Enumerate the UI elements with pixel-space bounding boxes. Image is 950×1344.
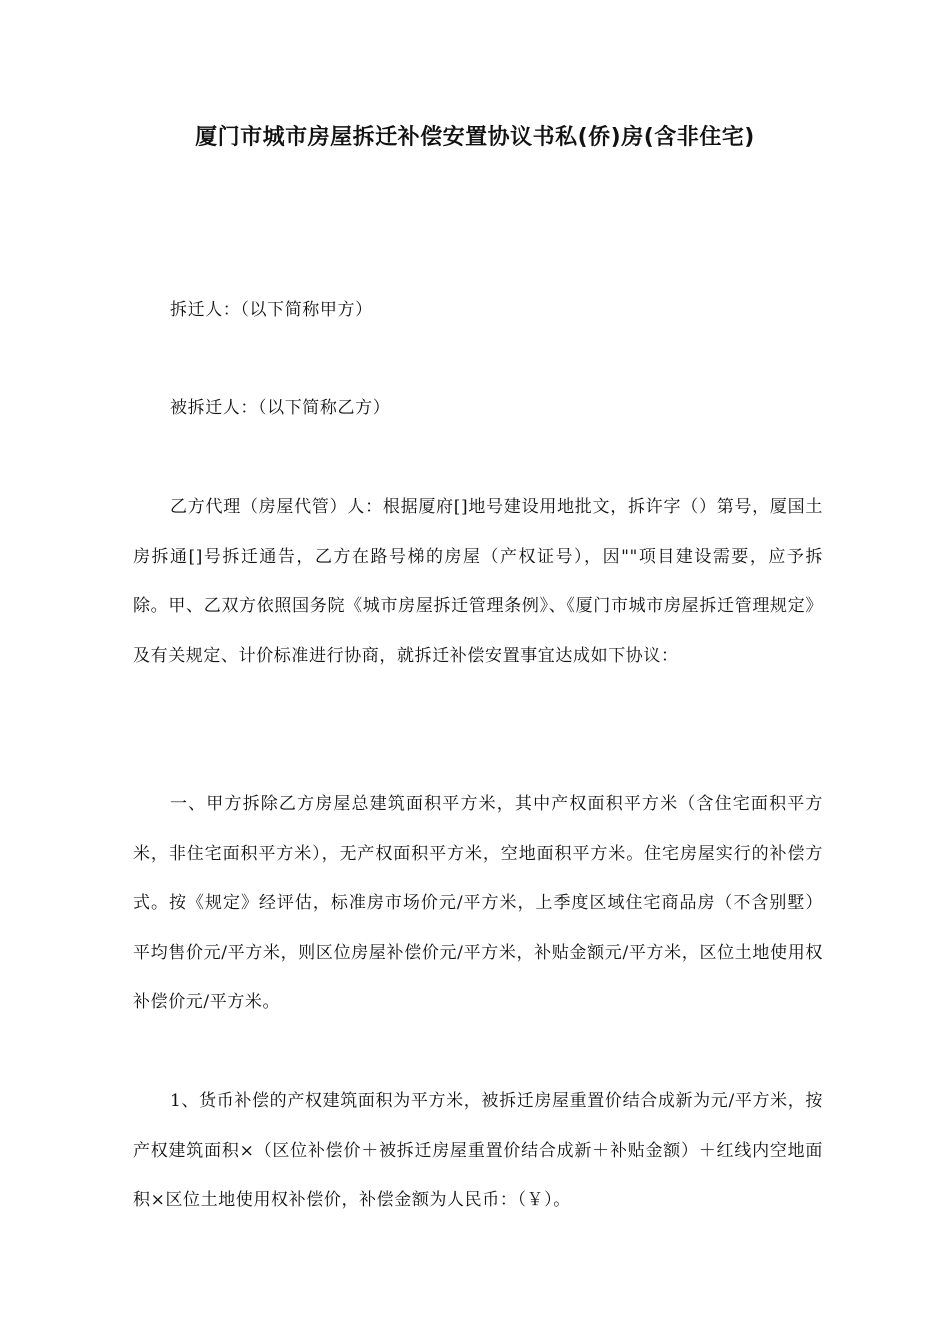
paragraph-article-1: 一、甲方拆除乙方房屋总建筑面积平方米，其中产权面积平方米（含住宅面积平方米，非住宅面积平方米），无产权面积平方米，空地面积平方米。住宅房屋实行的补偿方式。按《规定》经评估，标准房市场价元/平方米，上季度区域住宅商品房（不含别墅）平均售价元/平方米，则区位房屋补偿价元/平方米，补贴金额元/平方米，区位土地使用权补偿价元/平方米。	[133, 794, 823, 1012]
document-title: 厦门市城市房屋拆迁补偿安置协议书私(侨)房(含非住宅)	[195, 125, 755, 150]
paragraph-item-1: 1、货币补偿的产权建筑面积为平方米，被拆迁房屋重置价结合成新为元/平方米，按产权建筑面积×（区位补偿价＋被拆迁房屋重置价结合成新＋补贴金额）＋红线内空地面积×区位土地使用权补偿价，补偿金额为人民币：（￥）。	[133, 1091, 823, 1210]
paragraph-demolished-party: 被拆迁人：（以下简称乙方）	[170, 398, 391, 418]
paragraph-intro: 乙方代理（房屋代管）人：根据厦府[]地号建设用地批文，拆许字（）第号，厦国土房拆通[]号拆迁通告，乙方在路号梯的房屋（产权证号），因""项目建设需要，应予拆除。甲、乙双方依照国务院《城市房屋拆迁管理条例》、《厦门市城市房屋拆迁管理规定》及有关规定、计价标准进行协商，就拆迁补偿安置事宜达成如下协议：	[133, 497, 823, 666]
paragraph-demolisher: 拆迁人：（以下简称甲方）	[170, 300, 373, 320]
